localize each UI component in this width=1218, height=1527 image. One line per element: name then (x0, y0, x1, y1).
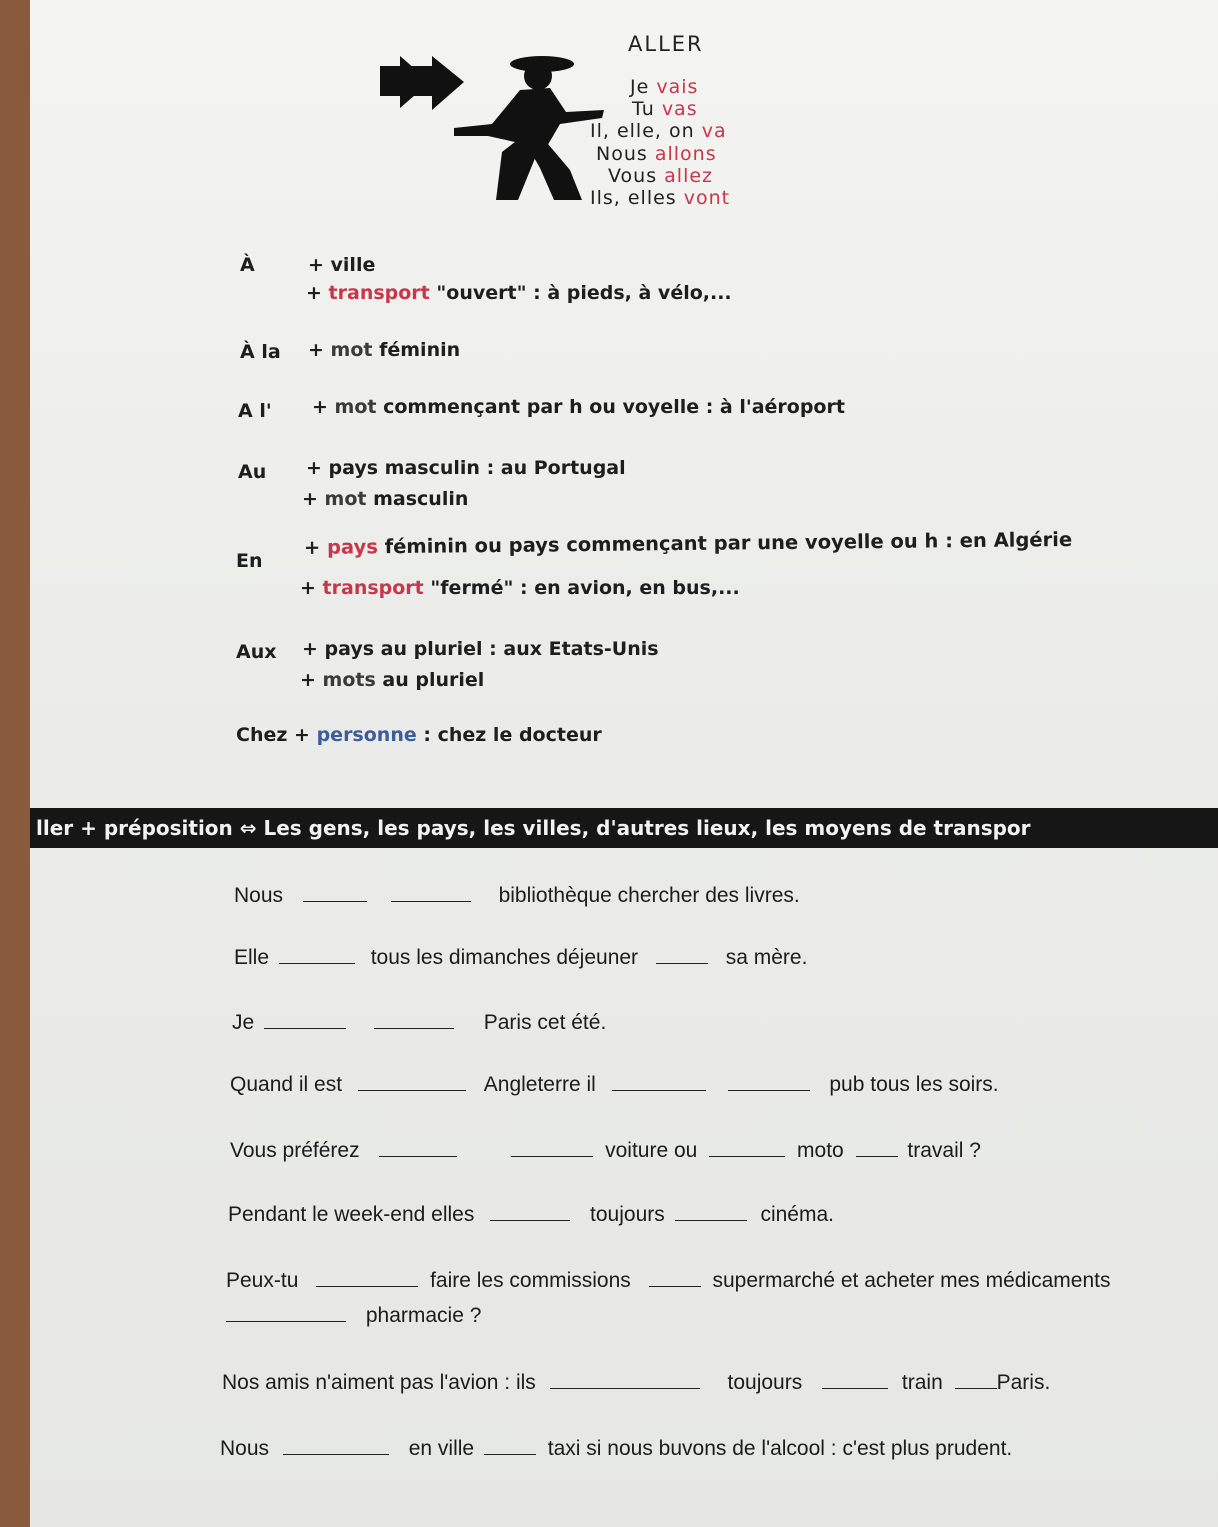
blank[interactable] (358, 1089, 466, 1091)
rule-al-prep: A l' (238, 400, 272, 422)
rule-au-prep: Au (238, 461, 267, 483)
rule-ala-line: + mot féminin (308, 339, 461, 361)
exercise-3: Je Paris cet été. (232, 1011, 607, 1034)
rule-a-line1: + ville (308, 254, 376, 276)
exercise-5: Vous préférez voiture ou moto travail ? (230, 1139, 981, 1162)
blank[interactable] (374, 1027, 454, 1029)
blank[interactable] (379, 1155, 457, 1157)
blank[interactable] (709, 1155, 785, 1157)
section-banner: ller + préposition ⇔ Les gens, les pays, les villes, d'autres lieux, les moyens de transpor (30, 808, 1218, 848)
blank[interactable] (612, 1089, 706, 1091)
blank[interactable] (675, 1219, 747, 1221)
exercise-2: Elle tous les dimanches déjeuner sa mère. (234, 946, 808, 969)
rule-a-line2: + transport "ouvert" : à pieds, à vélo,... (306, 282, 732, 304)
exercise-9: Nous en ville taxi si nous buvons de l'alcool : c'est plus prudent. (220, 1437, 1013, 1460)
conj-line-vous: Vous allez (608, 165, 714, 187)
blank[interactable] (649, 1285, 701, 1287)
blank[interactable] (656, 962, 708, 964)
exercise-7: Peux-tu faire les commissions supermarché et acheter mes médicaments (226, 1269, 1111, 1292)
blank[interactable] (264, 1027, 346, 1029)
blank[interactable] (226, 1320, 346, 1322)
rule-chez: Chez + personne : chez le docteur (236, 724, 602, 746)
rule-aux-line2: + mots au pluriel (300, 669, 485, 691)
conjugation-title: ALLER (628, 32, 704, 56)
exercise-8: Nos amis n'aiment pas l'avion : ils toujours train Paris. (222, 1371, 1051, 1394)
arrow-two (410, 56, 464, 110)
exercise-6: Pendant le week-end elles toujours cinéma. (228, 1203, 834, 1226)
exercise-4: Quand il est Angleterre il pub tous les soirs. (230, 1073, 999, 1096)
blank[interactable] (728, 1089, 810, 1091)
conj-line-nous: Nous allons (596, 143, 717, 165)
blank[interactable] (484, 1453, 536, 1455)
rule-al-line: + mot commençant par h ou voyelle : à l'aéroport (312, 396, 845, 418)
blank[interactable] (955, 1387, 997, 1389)
rule-en-line1: + pays féminin ou pays commençant par une voyelle ou h : en Algérie (303, 527, 1073, 559)
walking-person-icon (370, 52, 610, 204)
conj-line-je: Je vais (630, 76, 699, 98)
rule-en-line2: + transport "fermé" : en avion, en bus,... (300, 577, 740, 599)
blank[interactable] (511, 1155, 593, 1157)
conj-line-il: Il, elle, on va (590, 120, 727, 142)
blank[interactable] (279, 962, 355, 964)
exercise-7-cont: pharmacie ? (226, 1304, 481, 1328)
blank[interactable] (283, 1453, 389, 1455)
blank[interactable] (550, 1387, 700, 1389)
blank[interactable] (316, 1285, 418, 1287)
exercise-1: Nous bibliothèque chercher des livres. (234, 884, 800, 907)
worksheet-page (30, 0, 1218, 1527)
conj-line-ils: Ils, elles vont (590, 187, 731, 209)
rule-en-prep: En (236, 550, 263, 572)
rule-a-prep: À (240, 254, 255, 276)
conj-line-tu: Tu vas (632, 98, 698, 120)
rule-aux-prep: Aux (236, 641, 277, 663)
rule-aux-line1: + pays au pluriel : aux Etats-Unis (302, 638, 659, 660)
blank[interactable] (856, 1155, 898, 1157)
double-arrow-icon (380, 56, 464, 110)
rule-ala-prep: À la (240, 341, 281, 363)
blank[interactable] (490, 1219, 570, 1221)
blank[interactable] (822, 1387, 888, 1389)
blank[interactable] (391, 900, 471, 902)
blank[interactable] (303, 900, 367, 902)
rule-au-line2: + mot masculin (302, 488, 469, 510)
rule-au-line1: + pays masculin : au Portugal (306, 457, 626, 479)
